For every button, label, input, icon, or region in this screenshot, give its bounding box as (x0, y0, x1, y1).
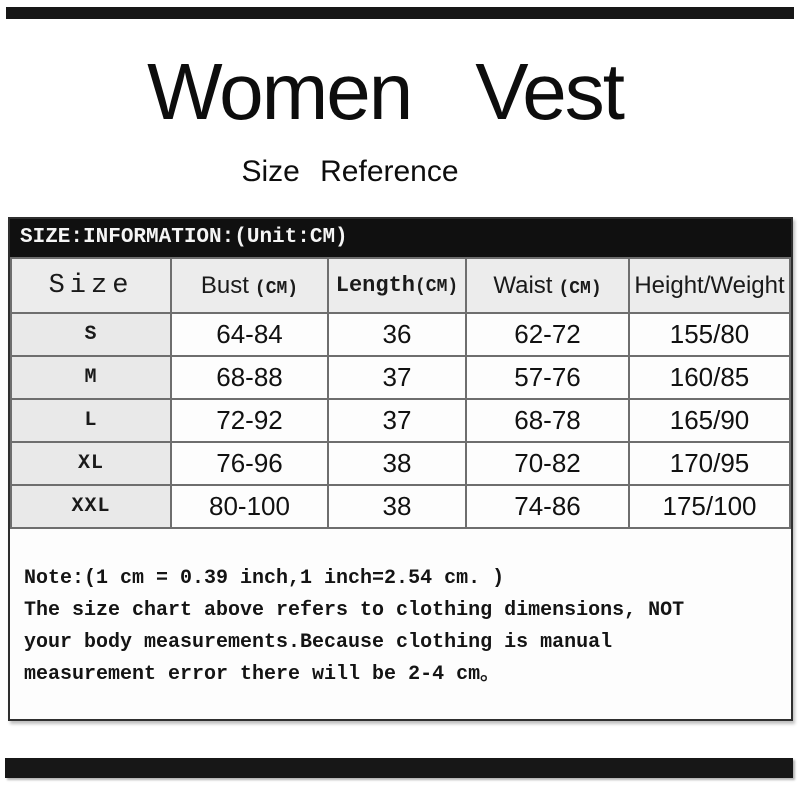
table-row-s (11, 313, 790, 356)
height-weight-value-cell: 165/90 (629, 399, 790, 442)
column-header-length-unit: (CM) (415, 277, 459, 297)
column-header-bust-unit: (CM) (254, 278, 299, 299)
size-label-cell (11, 485, 171, 528)
note-line-dimensions: The size chart above refers to clothing dimensions, NOT (24, 599, 685, 622)
bottom-divider-bar (5, 758, 793, 778)
waist-value-cell: 68-78 (466, 399, 629, 442)
height-weight-value-cell: 155/80 (629, 313, 790, 356)
size-label: XL (77, 452, 104, 475)
note-line-error: measurement error there will be 2-4 cm。 (24, 663, 501, 686)
bust-value-cell: 76-96 (171, 442, 328, 485)
table-row-m (11, 356, 790, 399)
note-line-body: your body measurements.Because clothing is manual (24, 631, 613, 654)
note-line-conversion: Note:(1 cm = 0.39 inch,1 inch=2.54 cm. ) (24, 567, 505, 590)
waist-value-cell: 70-82 (466, 442, 629, 485)
top-divider-bar (6, 7, 794, 19)
column-header-bust-label: Bust (200, 271, 249, 299)
bust-value-cell: 80-100 (171, 485, 328, 528)
column-header-size (11, 258, 171, 313)
length-value-cell: 38 (328, 442, 466, 485)
waist-value-cell: 57-76 (466, 356, 629, 399)
column-header-height-weight-label: Height/Weight (634, 271, 785, 299)
column-header-height-weight (629, 258, 790, 313)
column-header-length (328, 258, 466, 313)
note-section (10, 529, 791, 719)
size-label-cell (11, 399, 171, 442)
length-value-cell: 38 (328, 485, 466, 528)
table-row-xl (11, 442, 790, 485)
size-label-cell (11, 313, 171, 356)
page-title-word-women: Women (147, 47, 412, 136)
page-subtitle: Size Reference (241, 155, 459, 188)
column-header-bust (171, 258, 328, 313)
length-value-cell: 36 (328, 313, 466, 356)
column-header-size-label: Size (48, 270, 134, 301)
height-weight-value-cell: 160/85 (629, 356, 790, 399)
column-header-length-label: Length (335, 273, 415, 298)
bust-value-cell: 64-84 (171, 313, 328, 356)
column-header-waist-unit: (CM) (558, 278, 602, 299)
size-information-header-bar: SIZE:INFORMATION:(Unit:CM) (10, 219, 791, 257)
size-label-cell (11, 442, 171, 485)
size-label: XXL (71, 495, 111, 518)
size-table (10, 257, 791, 529)
size-label: M (84, 366, 98, 389)
page-title (0, 47, 770, 136)
size-label: L (84, 409, 98, 432)
waist-value-cell: 62-72 (466, 313, 629, 356)
waist-value-cell: 74-86 (466, 485, 629, 528)
size-label-cell (11, 356, 171, 399)
bust-value-cell: 72-92 (171, 399, 328, 442)
table-row-l (11, 399, 790, 442)
column-header-waist (466, 258, 629, 313)
length-value-cell: 37 (328, 356, 466, 399)
size-label: S (84, 323, 98, 346)
bust-value-cell: 68-88 (171, 356, 328, 399)
page-title-word-vest: Vest (475, 47, 623, 136)
height-weight-value-cell: 170/95 (629, 442, 790, 485)
size-table-header-row (11, 258, 790, 313)
size-chart-sheet (8, 217, 793, 721)
table-row-xxl (11, 485, 790, 528)
column-header-waist-label: Waist (493, 271, 553, 299)
length-value-cell: 37 (328, 399, 466, 442)
height-weight-value-cell: 175/100 (629, 485, 790, 528)
